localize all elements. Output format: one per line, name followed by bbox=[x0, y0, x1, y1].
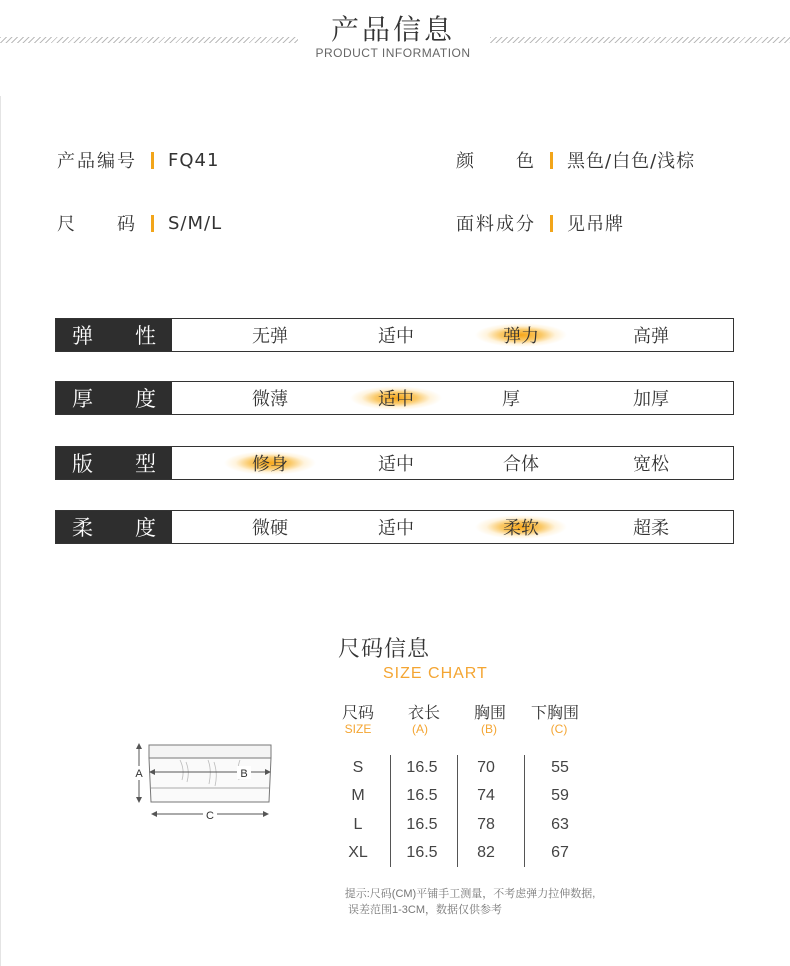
col-sub-size: SIZE bbox=[344, 722, 372, 736]
table-cell: S bbox=[352, 759, 364, 776]
col-sub-underbust: (C) bbox=[550, 722, 568, 736]
info-fabric bbox=[456, 210, 624, 236]
col-header-size: 尺码 bbox=[341, 703, 374, 722]
info-size bbox=[57, 210, 222, 236]
info-fabric-label: 面料成分 bbox=[456, 214, 536, 235]
table-cell: 74 bbox=[477, 787, 495, 804]
size-chart-subtitle: SIZE CHART bbox=[383, 665, 488, 682]
attr-elasticity bbox=[55, 318, 734, 352]
attr-options bbox=[172, 511, 733, 543]
size-chart-title: 尺码信息 bbox=[338, 637, 431, 662]
info-size-value: S/M/L bbox=[168, 212, 223, 234]
attr-option: 适中 bbox=[378, 326, 414, 347]
attr-option: 修身 bbox=[220, 447, 320, 479]
attr-options bbox=[172, 382, 733, 414]
attr-option: 宽松 bbox=[633, 454, 669, 475]
attr-option: 微硬 bbox=[252, 518, 288, 539]
attr-option: 适中 bbox=[346, 382, 446, 414]
table-cell: 78 bbox=[477, 816, 495, 833]
attr-option: 弹力 bbox=[471, 319, 571, 351]
size-note-line1: 提示:尺码(CM)平铺手工测量，不考虑弹力拉伸数据, bbox=[344, 888, 596, 900]
table-cell: L bbox=[353, 816, 363, 833]
attr-option: 无弹 bbox=[252, 326, 288, 347]
attr-option: 适中 bbox=[378, 454, 414, 475]
table-divider bbox=[524, 755, 525, 867]
page-title: 产品信息 bbox=[330, 13, 455, 46]
info-color-value: 黑色/白色/浅棕 bbox=[567, 151, 696, 172]
col-sub-bust: (B) bbox=[481, 722, 497, 736]
diagram-label-b: B bbox=[240, 768, 248, 780]
attr-option: 厚 bbox=[502, 389, 520, 410]
info-separator bbox=[151, 152, 154, 169]
table-cell: XL bbox=[348, 844, 368, 861]
table-cell: 55 bbox=[551, 759, 569, 776]
attr-name: 厚 度 bbox=[56, 382, 172, 414]
info-code-value: FQ41 bbox=[168, 149, 220, 171]
diagram-label-a: A bbox=[135, 768, 143, 780]
size-note-line2: 误差范围1-3CM，数据仅供参考 bbox=[347, 904, 502, 916]
col-header-length: 衣长 bbox=[407, 703, 440, 722]
info-code bbox=[57, 147, 219, 173]
garment-diagram bbox=[130, 740, 290, 830]
info-code-label: 产品编号 bbox=[57, 151, 137, 172]
attr-option: 柔软 bbox=[471, 511, 571, 543]
info-separator bbox=[550, 215, 553, 232]
col-header-underbust: 下胸围 bbox=[530, 703, 579, 722]
diagram-label-c: C bbox=[206, 810, 214, 822]
table-cell: 16.5 bbox=[406, 844, 438, 861]
table-cell: 82 bbox=[477, 844, 495, 861]
attr-name: 版 型 bbox=[56, 447, 172, 479]
info-fabric-value: 见吊牌 bbox=[567, 214, 624, 235]
attr-option: 加厚 bbox=[633, 389, 669, 410]
table-cell: 67 bbox=[551, 844, 569, 861]
attr-fit bbox=[55, 446, 734, 480]
attr-option: 适中 bbox=[378, 518, 414, 539]
info-separator bbox=[550, 152, 553, 169]
attr-option: 高弹 bbox=[633, 326, 669, 347]
table-cell: 70 bbox=[477, 759, 495, 776]
attr-option: 超柔 bbox=[633, 518, 669, 539]
attr-thickness bbox=[55, 381, 734, 415]
attr-option: 微薄 bbox=[252, 389, 288, 410]
attr-options bbox=[172, 319, 733, 351]
col-header-bust: 胸围 bbox=[473, 703, 506, 722]
info-size-label: 尺 码 bbox=[57, 214, 137, 235]
table-divider bbox=[390, 755, 391, 867]
attr-name: 柔 度 bbox=[56, 511, 172, 543]
attr-option: 合体 bbox=[503, 454, 539, 475]
page-subtitle: PRODUCT INFORMATION bbox=[315, 46, 471, 60]
col-sub-length: (A) bbox=[412, 722, 428, 736]
table-cell: M bbox=[351, 787, 365, 804]
left-divider bbox=[0, 96, 1, 966]
attr-options bbox=[172, 447, 733, 479]
info-color-label: 颜 色 bbox=[456, 151, 536, 172]
attr-name: 弹 性 bbox=[56, 319, 172, 351]
table-cell: 16.5 bbox=[406, 787, 438, 804]
table-cell: 59 bbox=[551, 787, 569, 804]
table-cell: 63 bbox=[551, 816, 569, 833]
info-color bbox=[456, 147, 695, 173]
table-cell: 16.5 bbox=[406, 816, 438, 833]
info-separator bbox=[151, 215, 154, 232]
table-cell: 16.5 bbox=[406, 759, 438, 776]
attr-softness bbox=[55, 510, 734, 544]
